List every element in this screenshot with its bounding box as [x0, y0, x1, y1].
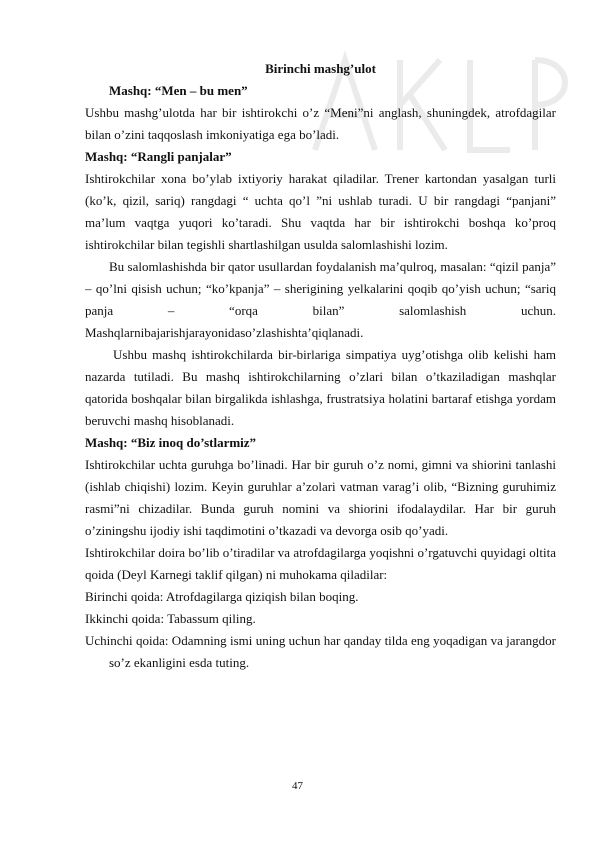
exercise-heading-biz-inoq: Mashq: “Biz inoq do’stlarmiz” — [85, 435, 257, 450]
paragraph-2: Ishtirokchilar xona bo’ylab ixtiyoriy harakat qiladilar. Trener kartondan yasalgan turli (ko’k, qizil, sariq) rangdagi “ uchta qo’l ”ni ushlab turadi. U bir rangdagi “panjani” ma’lum vaqtga yuqori ko’taradi. Shu vaqtda har bir ishtirokchi boshqa ko’proq ishtirokchilar bilan tegishli shartlashilgan usulda salomlashishi lozim. — [85, 171, 556, 252]
rule-3: Uchinchi qoida: Odamning ismi uning uchun har qanday tilda eng yoqadigan va jarangdor so’z ekanligini esda tuting. — [85, 633, 556, 670]
exercise-heading-men-bu-men: Mashq: “Men – bu men” — [109, 83, 248, 98]
page-number: 47 — [292, 780, 303, 792]
paragraph-3: Bu salomlashishda bir qator usullardan foydalanish ma’qulroq, masalan: “qizil panja” – qo’lni qisish uchun; “ko’kpanja” – sherigining yelkalarini qoqib qo’yish uchun; “sariq panja – “orqa bilan” salomlashish uchun. Mashqlarnibajarishjarayonidaso’zlashishta’qiqlanadi. — [85, 259, 556, 340]
paragraph-6: Ishtirokchilar doira bo’lib o’tiradilar va atrofdagilarga yoqishni o’rgatuvchi quyidagi oltita qoida (Deyl Karnegi taklif qilgan) ni muhokama qiladilar: — [85, 545, 556, 582]
paragraph-4: Ushbu mashq ishtirokchilarda bir-birlariga simpatiya uyg’otishga olib kelishi ham nazarda tutiladi. Bu mashq ishtirokchilarning o’zlari bilan o’tkaziladigan mashqlar qatorida boshqalar bilan birgalikda ishlashga, frustratsiya holatini bartaraf etishga yordam beruvchi mashq hisoblanadi. — [85, 347, 556, 428]
rule-2: Ikkinchi qoida: Tabassum qiling. — [85, 611, 256, 626]
exercise-heading-rangli-panjalar: Mashq: “Rangli panjalar” — [85, 149, 232, 164]
section-title: Birinchi mashg’ulot — [265, 61, 376, 76]
document-page — [85, 58, 556, 674]
paragraph-5: Ishtirokchilar uchta guruhga bo’linadi. Har bir guruh o’z nomi, gimni va shiorini tanlashi (ishlab chiqishi) lozim. Keyin guruhlar a’zolari vatman varag’i olib, “Bizning guruhimiz rasmi”ni chizadilar. Bunda guruh nomini va shiorini ifodalaydilar. Har bir guruh o’ziningshu ijodiy ishi taqdimotini o’tkazadi va devorga osib qo’yadi. — [85, 457, 556, 538]
paragraph-1: Ushbu mashg’ulotda har bir ishtirokchi o’z “Meni”ni anglash, shuningdek, atrofdagilar bilan o’zini taqqoslash imkoniyatiga ega bo’ladi. — [85, 105, 556, 142]
rule-1: Birinchi qoida: Atrofdagilarga qiziqish bilan boqing. — [85, 589, 359, 604]
